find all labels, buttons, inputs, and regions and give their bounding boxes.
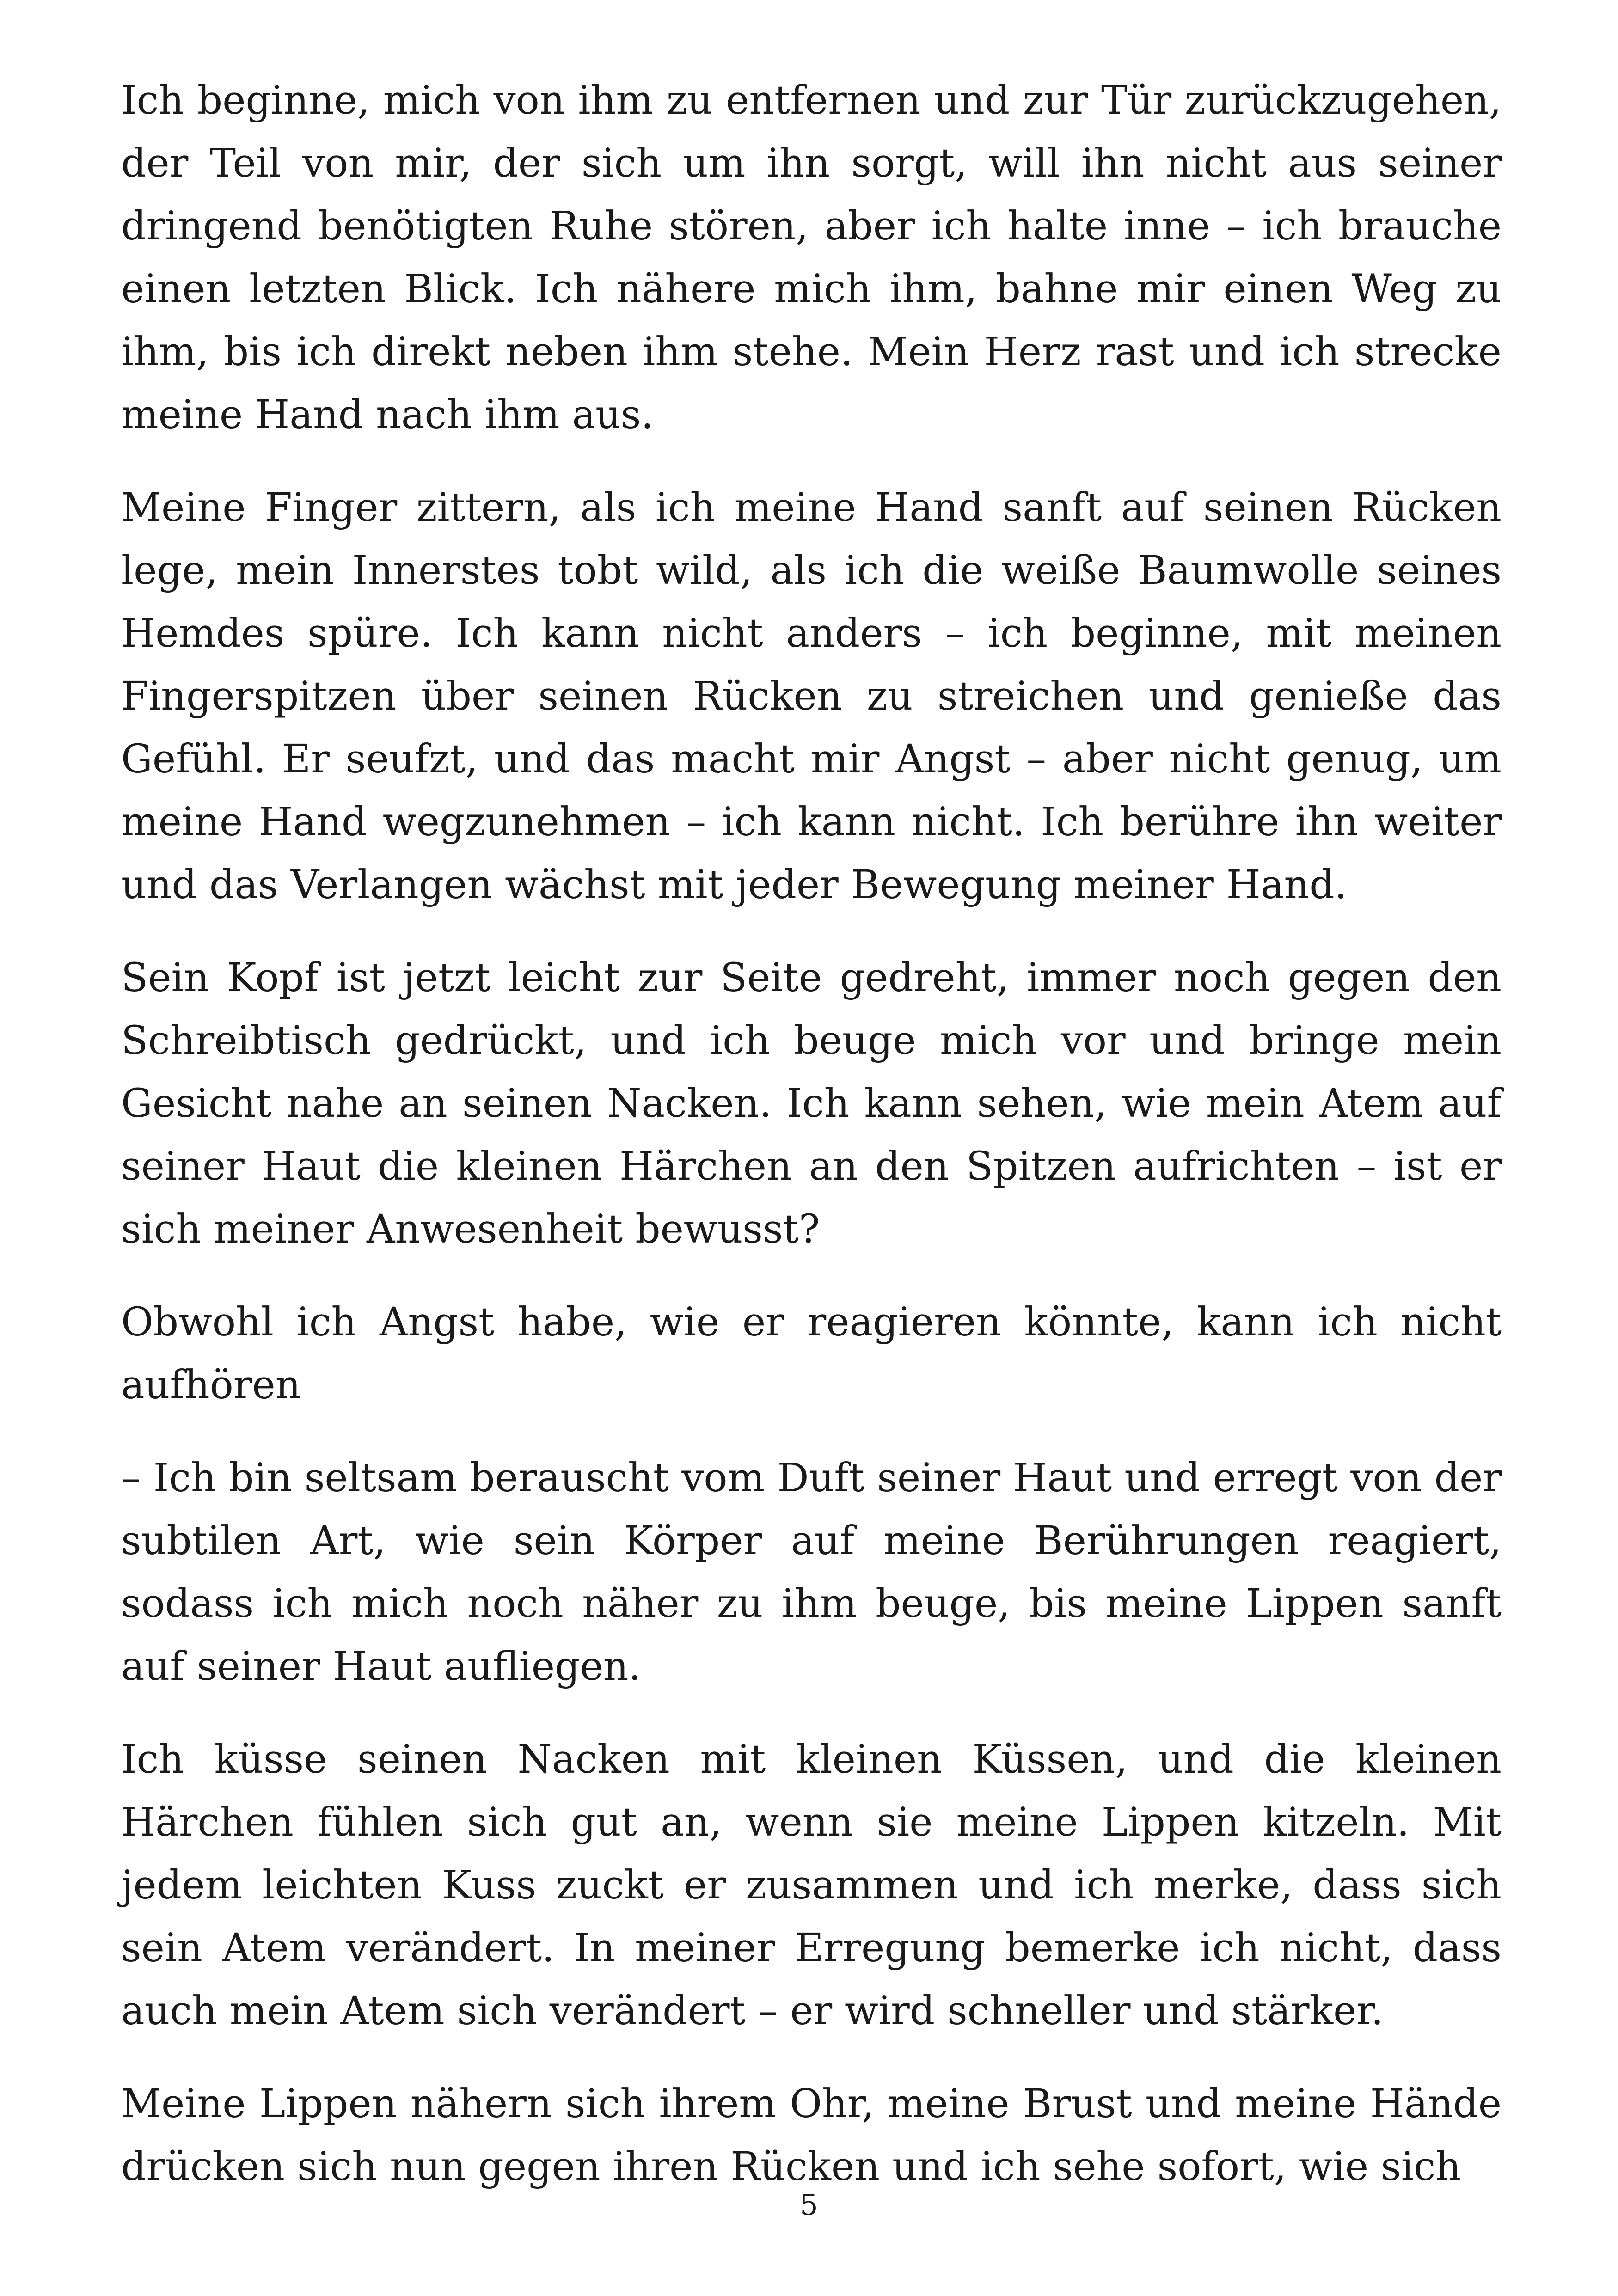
paragraph: Sein Kopf ist jetzt leicht zur Seite gedreht, immer noch gegen den Schreibtisch gedrückt, und ich beuge mich vor und bringe mein Gesicht nahe an seinen Nacken. Ich kann sehen, wie mein Atem auf seiner Haut die kleinen Härchen an den Spitzen aufrichten – ist er sich meiner Anwesenheit bewusst?: [121, 955, 1502, 1252]
body-text: [121, 69, 1502, 2229]
paragraph: Meine Lippen nähern sich ihrem Ohr, meine Brust und meine Hände drücken sich nun gegen ihren Rücken und ich sehe sofort, wie sich: [121, 2081, 1502, 2190]
paragraph: – Ich bin seltsam berauscht vom Duft seiner Haut und erregt von der subtilen Art, wie sein Körper auf meine Berührungen reagiert, sodass ich mich noch näher zu ihm beuge, bis meine Lippen sanft auf seiner Haut aufliegen.: [121, 1455, 1502, 1690]
paragraph: Ich beginne, mich von ihm zu entfernen und zur Tür zurückzugehen, der Teil von mir, der sich um ihn sorgt, will ihn nicht aus seiner dringend benötigten Ruhe stören, aber ich halte inne – ich brauche einen letzten Blick. Ich nähere mich ihm, bahne mir einen Weg zu ihm, bis ich direkt neben ihm stehe. Mein Herz rast und ich strecke meine Hand nach ihm aus.: [121, 78, 1502, 438]
paragraph: Obwohl ich Angst habe, wie er reagieren könnte, kann ich nicht aufhören: [121, 1299, 1502, 1408]
paragraph: Ich küsse seinen Nacken mit kleinen Küssen, und die kleinen Härchen fühlen sich gut an, wenn sie meine Lippen kitzeln. Mit jedem leichten Kuss zuckt er zusammen und ich merke, dass sich sein Atem verändert. In meiner Erregung bemerke ich nicht, dass auch mein Atem sich verändert – er wird schneller und stärker.: [121, 1737, 1502, 2034]
page-number: 5: [800, 2188, 818, 2222]
paragraph: Meine Finger zittern, als ich meine Hand sanft auf seinen Rücken lege, mein Innerstes tobt wild, als ich die weiße Baumwolle seines Hemdes spüre. Ich kann nicht anders – ich beginne, mit meinen Fingerspitzen über seinen Rücken zu streichen und genieße das Gefühl. Er seufzt, und das macht mir Angst – aber nicht genug, um meine Hand wegzunehmen – ich kann nicht. Ich berühre ihn weiter und das Verlangen wächst mit jeder Bewegung meiner Hand.: [121, 485, 1502, 908]
